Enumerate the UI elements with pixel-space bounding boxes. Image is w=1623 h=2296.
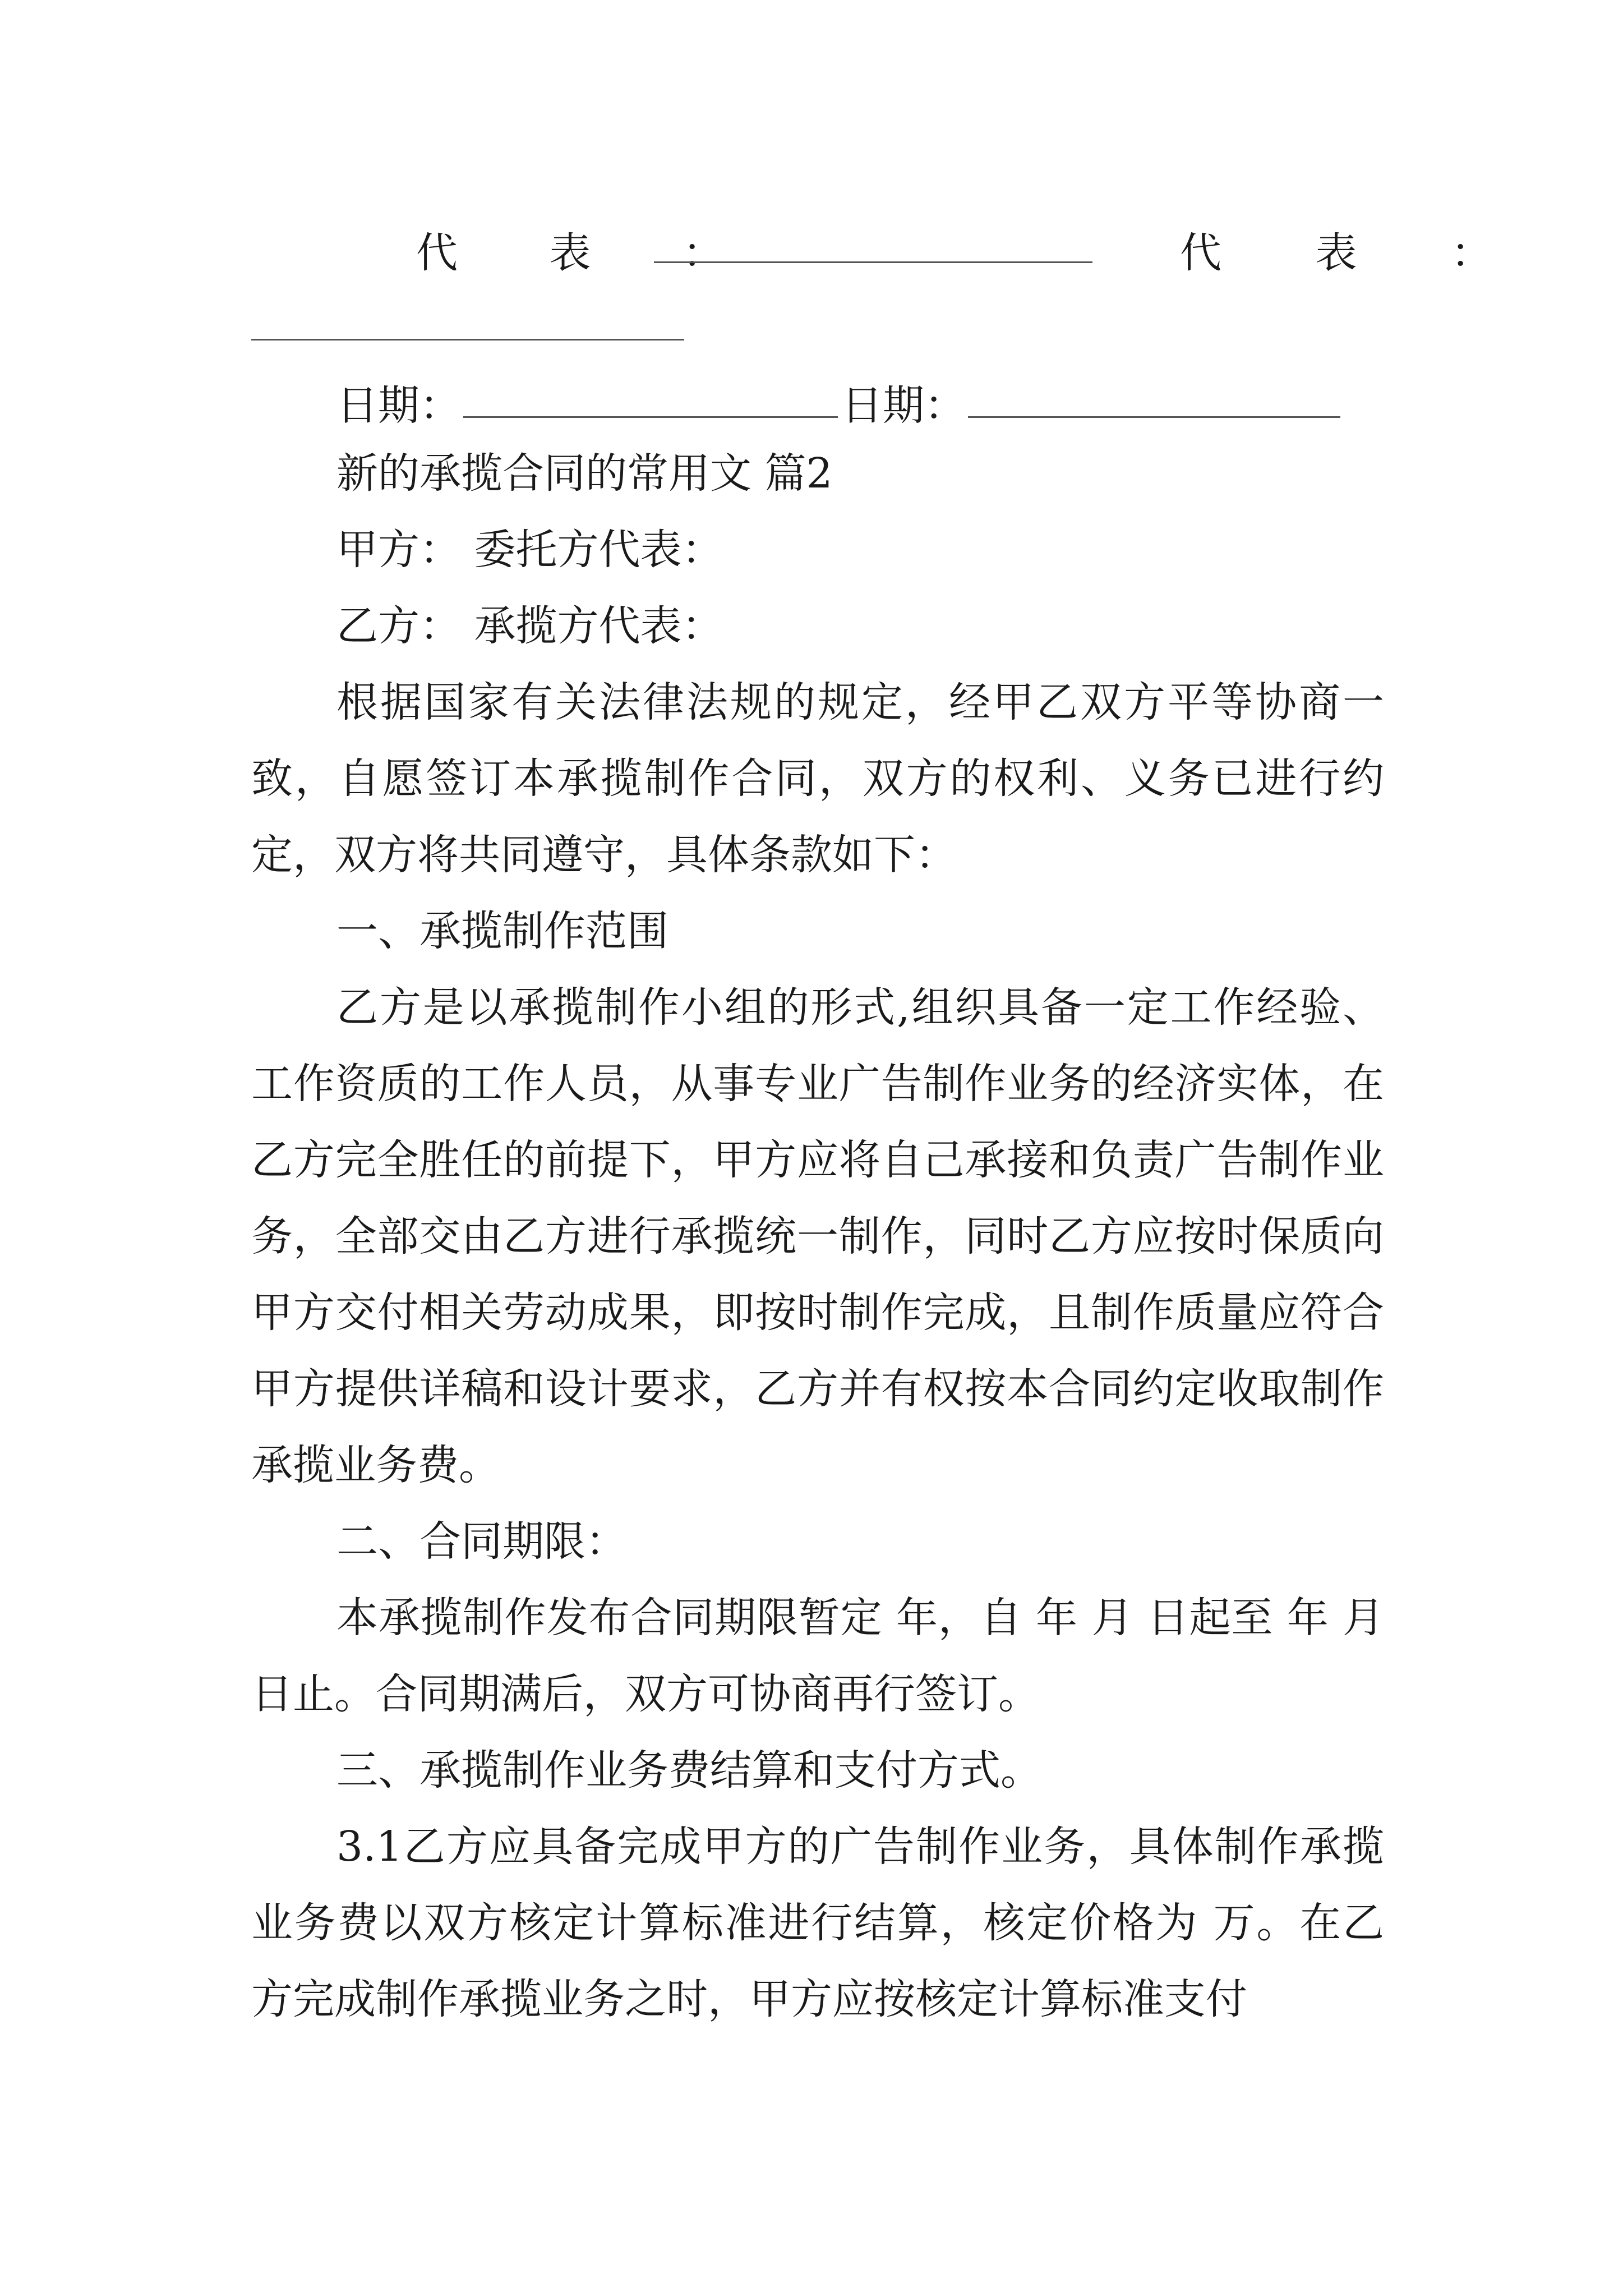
- party-a-line: 甲方： 委托方代表：: [336, 526, 723, 574]
- paragraph-payment: 3.1乙方应具备完成甲方的广告制作业务，具体制作承揽业务费以双方核定计算标准进行结算，核定价格为 万。在乙方完成制作承揽业务之时，甲方应按核定计算标准支付: [251, 1823, 1384, 2023]
- date-blank-right: [968, 416, 1340, 418]
- date-blank-left: [463, 416, 838, 418]
- clause-heading-scope: 一、承揽制作范围: [336, 907, 668, 955]
- date-label-left: 日期：: [336, 381, 461, 430]
- paragraph-term: 本承揽制作发布合同期限暂定 年，自 年 月 日起至 年 月 日止。合同期满后，双方可协商再行签订。: [251, 1594, 1384, 1718]
- representative-label-right: 代 表 ：: [1180, 229, 1533, 277]
- paragraph-scope: 乙方是以承揽制作小组的形式,组织具备一定工作经验、工作资质的工作人员，从事专业广告制作业务的经济实体，在乙方完全胜任的前提下，甲方应将自己承接和负责广告制作业务，全部交由乙方进行承揽统一制作，同时乙方应按时保质向甲方交付相关劳动成果，即按时制作完成，且制作质量应符合甲方提供详稿和设计要求，乙方并有权按本合同约定收取制作承揽业务费。: [251, 983, 1384, 1489]
- section-heading: 新的承揽合同的常用文 篇2: [336, 449, 833, 498]
- representative-blank-right: [251, 339, 684, 341]
- clause-heading-payment: 三、承揽制作业务费结算和支付方式。: [336, 1746, 1042, 1795]
- representative-label-left: 代 表 ：: [416, 229, 764, 277]
- document-body: [251, 435, 1384, 2037]
- representative-blank-left: [654, 261, 1092, 263]
- date-label-right: 日期：: [841, 381, 966, 430]
- clause-heading-term: 二、合同期限：: [336, 1517, 627, 1566]
- paragraph-preamble: 根据国家有关法律法规的规定，经甲乙双方平等协商一致，自愿签订本承揽制作合同，双方的权利、义务已进行约定，双方将共同遵守，具体条款如下：: [251, 678, 1384, 879]
- party-b-line: 乙方： 承揽方代表：: [336, 602, 723, 650]
